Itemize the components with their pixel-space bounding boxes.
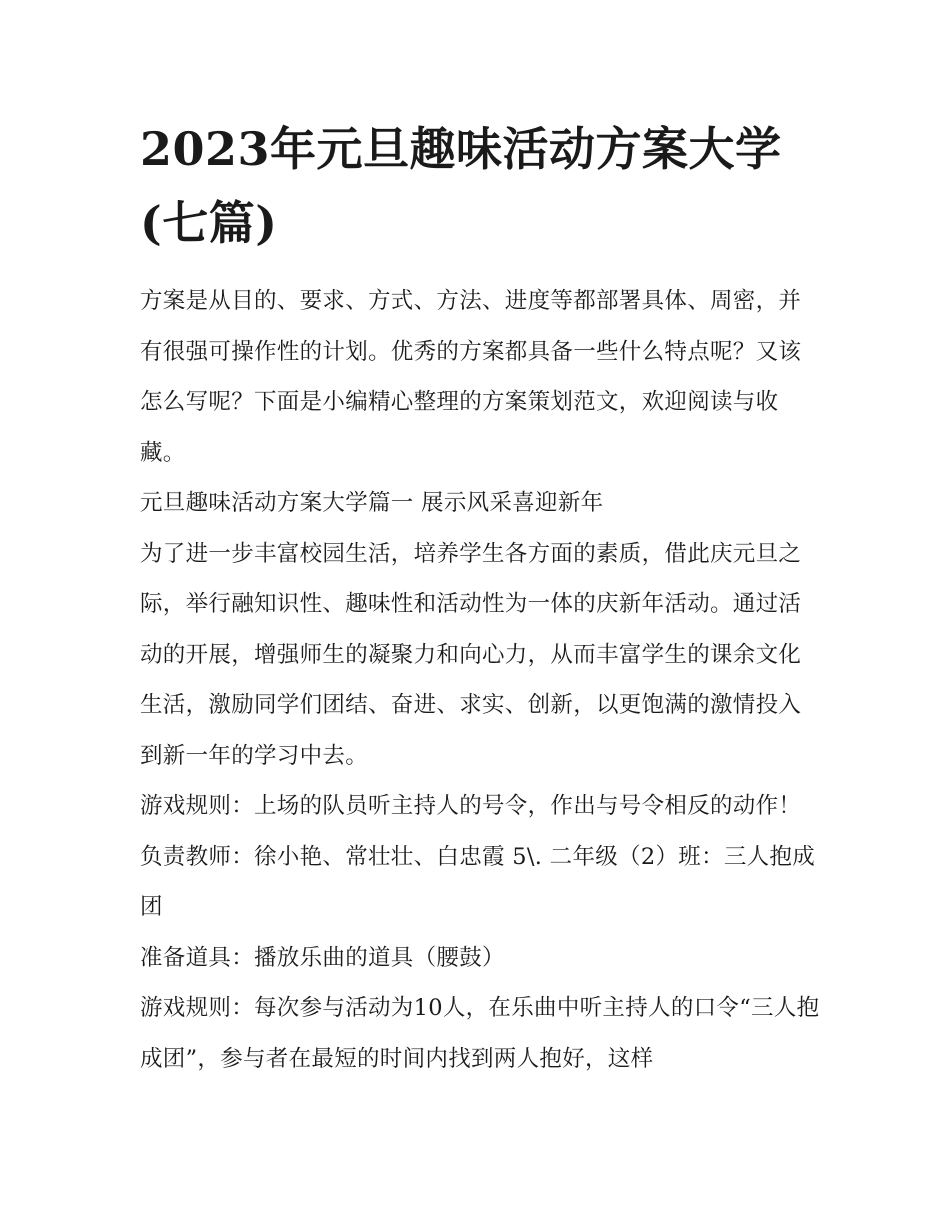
document-page — [140, 112, 820, 1084]
body-paragraph: 为了进一步丰富校园生活，培养学生各方面的素质，借此庆元旦之际，举行融知识性、趣味性和活动性为一体的庆新年活动。通过活动的开展，增强师生的凝聚力和向心力，从而丰富学生的课余文化生活，激励同学们团结、奋进、求实、创新，以更饱满的激情投入到新一年的学习中去。 — [140, 540, 802, 769]
section-heading: 元旦趣味活动方案大学篇一 展示风采喜迎新年 — [140, 490, 604, 516]
body-paragraph: 准备道具：播放乐曲的道具（腰鼓） — [140, 944, 505, 971]
body-paragraph: 游戏规则：每次参与活动为10人，在乐曲中听主持人的口令“三人抱成团”，参与者在最短的时间内找到两人抱好，这样 — [140, 995, 820, 1072]
document-title: 2023年元旦趣味活动方案大学(七篇) — [140, 122, 782, 250]
intro-paragraph: 方案是从目的、要求、方式、方法、进度等都部署具体、周密，并有很强可操作性的计划。优秀的方案都具备一些什么特点呢？又该怎么写呢？下面是小编精心整理的方案策划范文，欢迎阅读与收藏。 — [140, 288, 802, 466]
body-paragraph: 游戏规则：上场的队员听主持人的号令，作出与号令相反的动作！ 负责教师：徐小艳、常壮壮、白忠霞 5\. 二年级（2）班：三人抱成团 — [140, 793, 816, 920]
